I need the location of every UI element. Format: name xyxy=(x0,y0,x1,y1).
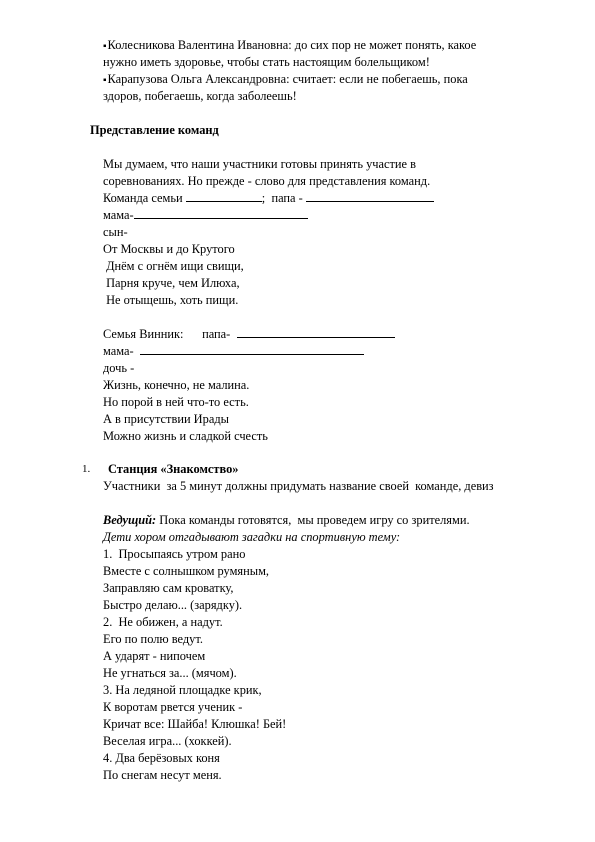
poem-1-line-1: От Москвы и до Крутого xyxy=(103,242,235,256)
poem-2-line-3: А в присутствии Ирады xyxy=(103,412,229,426)
host-line: Ведущий: Пока команды готовятся, мы проведем игру со зрителями. xyxy=(103,513,470,527)
bullet-marker: ▪ xyxy=(103,75,107,86)
riddle-line-14: По снегам несут меня. xyxy=(103,768,222,782)
family-2-line: Семья Винник: папа- xyxy=(103,326,395,343)
intro-line-1: Мы думаем, что наши участники готовы принять участие в xyxy=(103,157,416,171)
riddle-line-11: Кричат все: Шайба! Клюшка! Бей! xyxy=(103,717,287,731)
riddle-line-8: Не угнаться за... (мячом). xyxy=(103,666,237,680)
station-number: 1. xyxy=(82,463,91,475)
poem-2-line-2: Но порой в ней что-то есть. xyxy=(103,395,249,409)
riddle-line-13: 4. Два берёзовых коня xyxy=(103,751,220,765)
participant-2-line-2: здоров, побегаешь, когда заболеешь! xyxy=(103,89,297,103)
family-name-blank xyxy=(186,190,262,202)
riddle-line-7: А ударят - нипочем xyxy=(103,649,206,663)
daughter-line: дочь - xyxy=(103,361,135,375)
riddle-line-3: Заправляю сам кроватку, xyxy=(103,581,234,595)
son-line: сын- xyxy=(103,225,128,239)
papa-blank xyxy=(306,190,434,202)
poem-1-line-3: Парня круче, чем Илюха, xyxy=(103,276,240,290)
mama-2-line: мама- xyxy=(103,343,364,360)
host-instruction: Дети хором отгадывают загадки на спортивную тему: xyxy=(103,530,401,544)
intro-line-2: соревнованиях. Но прежде - слово для представления команд. xyxy=(103,174,431,188)
riddle-line-6: Его по полю ведут. xyxy=(103,632,203,646)
riddle-line-5: 2. Не обижен, а надут. xyxy=(103,615,223,629)
section-heading-team-intro: Представление команд xyxy=(90,123,219,137)
riddle-line-10: К воротам рвется ученик - xyxy=(103,700,243,714)
riddle-line-12: Веселая игра... (хоккей). xyxy=(103,734,232,748)
riddle-line-4: Быстро делаю... (зарядку). xyxy=(103,598,243,612)
poem-1-line-2: Днём с огнём ищи свищи, xyxy=(103,259,244,273)
mama-blank xyxy=(134,207,308,219)
participant-1-line-1: ▪Колесникова Валентина Ивановна: до сих пор не может понять, какое xyxy=(103,38,477,52)
host-label: Ведущий: xyxy=(103,513,157,527)
riddle-line-1: 1. Просыпаясь утром рано xyxy=(103,547,246,561)
participant-1-line-2: нужно иметь здоровье, чтобы стать настоящим болельщиком! xyxy=(103,55,430,69)
bullet-marker: ▪ xyxy=(103,41,107,52)
riddle-line-2: Вместе с солнышком румяным, xyxy=(103,564,270,578)
poem-1-line-4: Не отыщешь, хоть пищи. xyxy=(103,293,239,307)
mama-line: мама- xyxy=(103,207,308,224)
riddle-line-9: 3. На ледяной площадке крик, xyxy=(103,683,262,697)
poem-2-line-4: Можно жизнь и сладкой счесть xyxy=(103,429,268,443)
station-title: Станция «Знакомство» xyxy=(108,462,239,476)
family-1-line: Команда семьи ; папа - xyxy=(103,190,434,207)
station-task: Участники за 5 минут должны придумать название своей команде, девиз xyxy=(103,479,494,493)
papa-2-blank xyxy=(237,326,395,338)
mama-2-blank xyxy=(140,343,364,355)
poem-2-line-1: Жизнь, конечно, не малина. xyxy=(103,378,250,392)
participant-2-line-1: ▪Карапузова Ольга Александровна: считает: если не побегаешь, пока xyxy=(103,72,468,86)
